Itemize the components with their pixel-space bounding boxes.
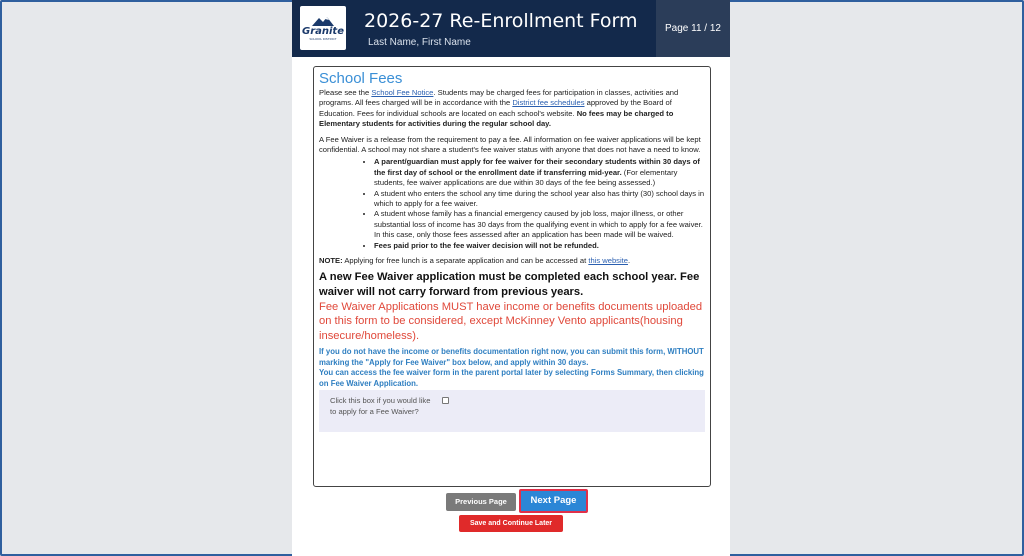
intro-bold-text: No fees may be charged to Elementary students for activities during the regular school day. <box>319 108 674 129</box>
fee-waiver-checkbox[interactable] <box>442 397 449 404</box>
documents-required-notice: Fee Waiver Applications MUST have income or benefits documents uploaded on this form to be considered, except McKinney Vento applicants(housing insecure/homeless). <box>319 300 703 342</box>
free-lunch-website-link[interactable]: this website <box>588 256 629 266</box>
list-item: • A student who enters the school any time during the school year also has thirty (30) school days in which to apply for a fee waiver. <box>374 189 705 210</box>
intro-paragraph <box>319 88 705 130</box>
list-item: • A student whose family has a financial emergency caused by job loss, major illness, or other substantial loss of income has 30 days from the qualifying event in which to apply for a fee waiver. In this case, only those fees assessed after an application has been made will be waived. <box>374 209 705 240</box>
student-name: Last Name, First Name <box>368 37 471 48</box>
district-logo <box>300 6 346 50</box>
form-header <box>292 0 730 57</box>
previous-page-button[interactable]: Previous Page <box>446 493 516 511</box>
note-label: NOTE: <box>319 256 343 266</box>
mountain-icon <box>312 16 334 26</box>
blue-notice-1: If you do not have the income or benefits documentation right now, you can submit this form, WITHOUT marking the "Apply for Fee Waiver" box below, and apply within 30 days. <box>319 347 704 367</box>
fee-waiver-checkbox-label: Click this box if you would like to apply for a Fee Waiver? <box>330 396 431 416</box>
submit-later-instructions <box>319 347 705 389</box>
next-page-button[interactable]: Next Page <box>519 489 588 513</box>
waiver-rules-list <box>374 157 705 251</box>
page-title: 2026-27 Re-Enrollment Form <box>364 10 638 32</box>
list-item <box>374 157 705 188</box>
free-lunch-note <box>319 256 705 266</box>
section-title: School Fees <box>319 70 403 87</box>
intro-text-2: . Students may be charged fees for participation in classes, activities and programs. All fees charged will be in accordance with the <box>319 88 679 108</box>
form-page <box>292 0 730 556</box>
intro-text-3: approved by the Board of Education. Fees for individual schools are located on each school's website. <box>319 98 672 118</box>
district-fee-schedules-link[interactable]: District fee schedules <box>512 98 585 108</box>
note-text: Applying for free lunch is a separate application and can be accessed at <box>342 256 589 266</box>
logo-subtext: SCHOOL DISTRICT <box>309 36 337 41</box>
page-indicator: Page 11 / 12 <box>656 0 730 57</box>
note-end: . <box>628 256 631 266</box>
rule-1-bold: A parent/guardian must apply for fee waiver for their secondary students within 30 days of the first day of school or the enrollment date if transferring mid-year. <box>374 157 700 177</box>
fee-waiver-checkbox-row <box>319 390 705 432</box>
school-fee-notice-link[interactable]: School Fee Notice <box>371 88 434 97</box>
save-and-continue-later-button[interactable]: Save and Continue Later <box>459 515 563 532</box>
logo-text: Granite <box>302 25 344 37</box>
school-fees-card <box>313 66 711 487</box>
blue-notice-2: You can access the fee waiver form in the parent portal later by selecting Forms Summary, then clicking on Fee Waiver Application. <box>319 368 704 388</box>
waiver-intro: A Fee Waiver is a release from the requirement to pay a fee. All information on fee waiver applications will be kept confidential. A school may not share a student's fee waiver status with anyone that does not have a need to know. <box>319 134 701 155</box>
list-item <box>374 241 705 251</box>
rule-1-text: (For elementary students, fee waiver applications are due within 30 days of the fee being assessed.) <box>374 167 678 188</box>
intro-text-1: Please see the <box>319 88 372 97</box>
annual-renewal-notice: A new Fee Waiver application must be completed each school year. Fee waiver will not carry forward from previous years. <box>319 270 700 298</box>
rule-4-bold: Fees paid prior to the fee waiver decision will not be refunded. <box>374 240 599 250</box>
